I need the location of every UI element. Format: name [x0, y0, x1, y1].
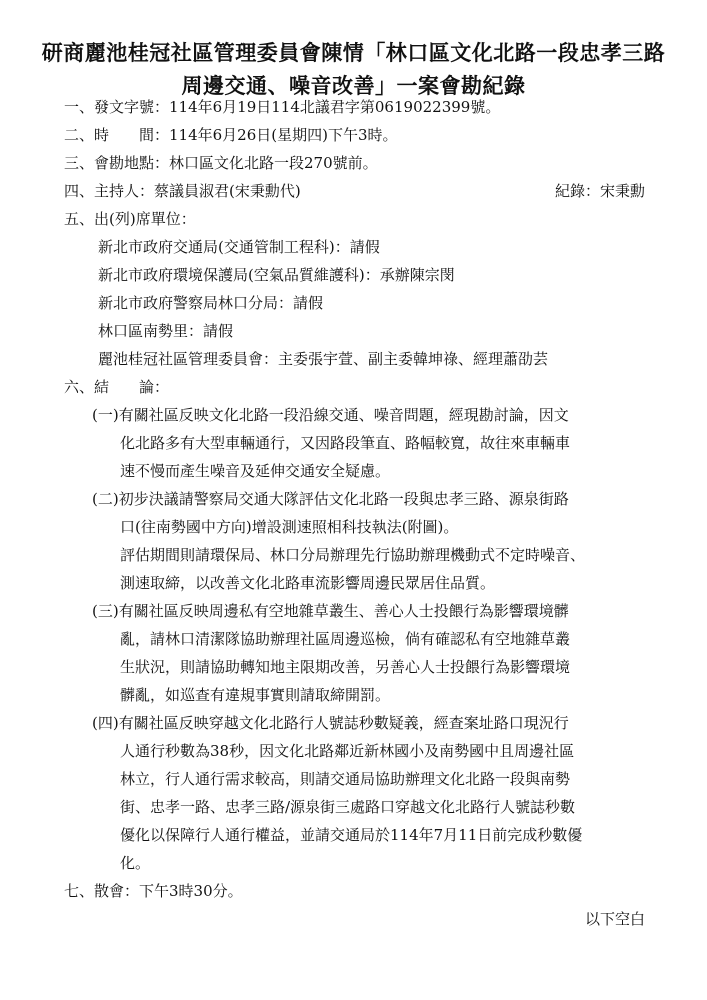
item-adjourn: 七、散會：下午3時30分。	[64, 882, 243, 900]
conclusion-line: (三)有關社區反映周邊私有空地雜草叢生、善心人士投餵行為影響環境髒	[92, 602, 569, 620]
conclusion-line: 街、忠孝一路、忠孝三路/源泉街三處路口穿越文化北路行人號誌秒數	[120, 798, 576, 816]
item-conclusions-heading: 六、結 論：	[64, 378, 170, 396]
attendee-line: 新北市政府環境保護局(空氣品質維護科)：承辦陳宗閔	[98, 266, 455, 284]
conclusion-line: (二)初步決議請警察局交通大隊評估文化北路一段與忠孝三路、源泉街路	[92, 490, 569, 508]
attendee-line: 麗池桂冠社區管理委員會：主委張宇萱、副主委韓坤祿、經理蕭劭芸	[98, 350, 549, 368]
attendee-line: 新北市政府警察局林口分局：請假	[98, 294, 324, 312]
conclusion-line: 髒亂，如巡查有違規事實則請取締開罰。	[120, 686, 391, 704]
conclusion-line: (一)有關社區反映文化北路一段沿線交通、噪音問題，經現勘討論，因文	[92, 406, 569, 424]
conclusion-line: 測速取締，以改善文化北路車流影響周邊民眾居住品質。	[120, 574, 496, 592]
conclusion-line: 生狀況，則請協助轉知地主限期改善，另善心人士投餵行為影響環境	[120, 658, 571, 676]
item-location: 三、會勘地點：林口區文化北路一段270號前。	[64, 154, 378, 172]
conclusion-line: 亂，請林口清潔隊協助辦理社區周邊巡檢，倘有確認私有空地雜草叢	[120, 630, 571, 648]
item-time: 二、時 間：114年6月26日(星期四)下午3時。	[64, 126, 398, 144]
item-attendees-heading: 五、出(列)席單位：	[64, 210, 196, 228]
title-line-2: 周邊交通、噪音改善」一案會勘紀錄	[181, 73, 526, 98]
item-document-number: 一、發文字號：114年6月19日114北議君字第0619022399號。	[64, 98, 501, 116]
title-line-1: 研商麗池桂冠社區管理委員會陳情「林口區文化北路一段忠孝三路	[41, 40, 666, 65]
conclusion-line: 評估期間則請環保局、林口分局辦理先行協助辦理機動式不定時噪音、	[120, 546, 586, 564]
attendee-line: 新北市政府交通局(交通管制工程科)：請假	[98, 238, 380, 256]
attendee-line: 林口區南勢里：請假	[98, 322, 234, 340]
conclusion-line: 林立，行人通行需求較高，則請交通局協助辦理文化北路一段與南勢	[120, 770, 571, 788]
item-recorder: 紀錄：宋秉勳	[554, 182, 645, 200]
conclusion-line: 口(往南勢國中方向)增設測速照相科技執法(附圖)。	[120, 518, 459, 536]
conclusion-line: 化北路多有大型車輛通行，又因路段筆直、路幅較寬，故往來車輛車	[120, 434, 571, 452]
conclusion-line: (四)有關社區反映穿越文化北路行人號誌秒數疑義，經查案址路口現況行	[92, 714, 569, 732]
conclusion-line: 速不慢而產生噪音及延伸交通安全疑慮。	[120, 462, 391, 480]
end-marker: 以下空白	[584, 910, 645, 928]
item-chairperson: 四、主持人：蔡議員淑君(宋秉勳代)	[64, 182, 301, 200]
conclusion-line: 人通行秒數為38秒，因文化北路鄰近新林國小及南勢國中且周邊社區	[120, 742, 575, 760]
conclusion-line: 優化以保障行人通行權益，並請交通局於114年7月11日前完成秒數優	[120, 826, 583, 844]
conclusion-line: 化。	[120, 854, 151, 872]
document-title	[40, 36, 667, 102]
